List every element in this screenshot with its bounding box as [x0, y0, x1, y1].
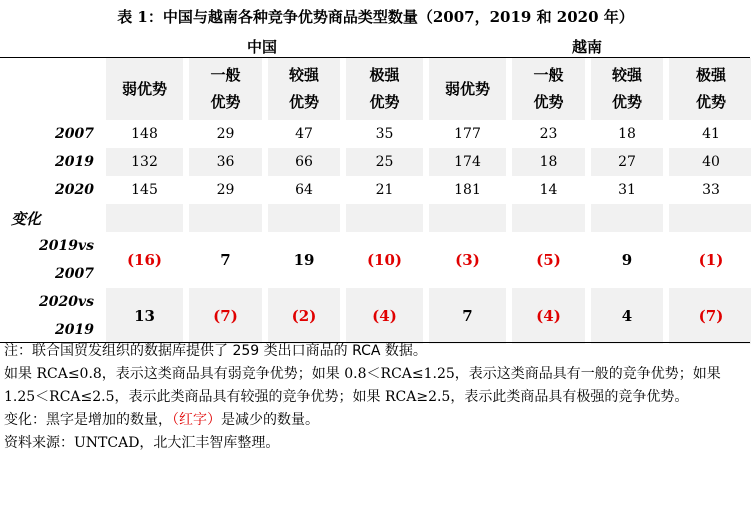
change-cell: 4: [588, 288, 666, 344]
table-cell: 35: [343, 120, 426, 148]
change-row-label: 2019vs 2007: [39, 238, 94, 282]
table-cell: 64: [265, 176, 343, 204]
table-cell: 66: [265, 148, 343, 176]
data-table-container: [0, 58, 750, 344]
data-table: [0, 58, 751, 344]
table-cell: 145: [103, 176, 186, 204]
table-cell: 181: [426, 176, 509, 204]
table-cell: 14: [509, 176, 588, 204]
header-cell: 较强 优势: [265, 58, 343, 120]
change-cell: (5): [509, 232, 588, 288]
header-row: [3, 58, 751, 120]
table-cell: 18: [509, 148, 588, 176]
change-cell: 13: [103, 288, 186, 344]
table-cell: 25: [343, 148, 426, 176]
header-cell: 弱优势: [103, 58, 186, 120]
shade-cell: [588, 204, 666, 232]
row-year-label: 2020: [55, 182, 94, 198]
table-cell: 174: [426, 148, 509, 176]
change-header-row: [3, 204, 751, 232]
header-cell: 较强 优势: [588, 58, 666, 120]
table-cell: 40: [666, 148, 751, 176]
note-data-source: 资料来源：UNTCAD，北大汇丰智库整理。: [4, 435, 280, 451]
table-cell: 33: [666, 176, 751, 204]
table-cell: 177: [426, 120, 509, 148]
change-cell: (16): [103, 232, 186, 288]
shade-cell: [426, 204, 509, 232]
shade-cell: [186, 204, 265, 232]
change-cell: (3): [426, 232, 509, 288]
shade-cell: [343, 204, 426, 232]
table-cell: 18: [588, 120, 666, 148]
change-cell: (2): [265, 288, 343, 344]
table-cell: 29: [186, 120, 265, 148]
header-corner: [3, 58, 103, 120]
change-cell: 7: [186, 232, 265, 288]
header-cell: 弱优势: [426, 58, 509, 120]
change-cell: 7: [426, 288, 509, 344]
note-rca-definition: 如果 RCA≤0.8，表示这类商品具有弱竞争优势；如果 0.8＜RCA≤1.25，表示这类商品具有一般的竞争优势；如果 1.25＜RCA≤2.5，表示此类商品具有较强的竞争优势；如果 RCA≥2.5，表示此类商品具有极强的竞争优势。: [4, 366, 721, 405]
header-cell: 一般 优势: [186, 58, 265, 120]
change-cell: (7): [186, 288, 265, 344]
table-cell: 31: [588, 176, 666, 204]
table-cell: 36: [186, 148, 265, 176]
shade-cell: [103, 204, 186, 232]
shade-cell: [265, 204, 343, 232]
table-row: [3, 148, 751, 176]
header-cell: 一般 优势: [509, 58, 588, 120]
group-header-vietnam: 越南: [571, 38, 602, 56]
table-cell: 41: [666, 120, 751, 148]
change-cell: 9: [588, 232, 666, 288]
change-cell: (7): [666, 288, 751, 344]
change-cell: (4): [343, 288, 426, 344]
row-year-label: 2019: [55, 154, 94, 170]
note-change-legend: 变化：黑字是增加的数量，（红字）是减少的数量。: [4, 412, 319, 428]
header-cell: 极强 优势: [343, 58, 426, 120]
change-row-label: 2020vs 2019: [39, 294, 94, 338]
note-source-db: 注：联合国贸发组织的数据库提供了 259 类出口商品的 RCA 数据。: [4, 343, 427, 359]
table-row: [3, 176, 751, 204]
change-cell: 19: [265, 232, 343, 288]
notes: [4, 340, 748, 455]
table-cell: 23: [509, 120, 588, 148]
change-section-label: 变化: [11, 209, 42, 228]
row-year-label: 2007: [55, 126, 94, 142]
table-cell: 29: [186, 176, 265, 204]
shade-cell: [509, 204, 588, 232]
header-cell: 极强 优势: [666, 58, 751, 120]
group-header-china: 中国: [246, 38, 277, 56]
table-cell: 27: [588, 148, 666, 176]
shade-cell: [666, 204, 751, 232]
red-text-sample: （红字）: [172, 412, 221, 428]
table-row: [3, 120, 751, 148]
change-cell: (10): [343, 232, 426, 288]
change-row: [3, 288, 751, 344]
change-cell: (4): [509, 288, 588, 344]
table-cell: 21: [343, 176, 426, 204]
change-row: [3, 232, 751, 288]
table-cell: 132: [103, 148, 186, 176]
table-cell: 47: [265, 120, 343, 148]
table-cell: 148: [103, 120, 186, 148]
table-title: 表 1：中国与越南各种竞争优势商品类型数量（2007，2019 和 2020 年）: [117, 8, 634, 26]
change-cell: (1): [666, 232, 751, 288]
